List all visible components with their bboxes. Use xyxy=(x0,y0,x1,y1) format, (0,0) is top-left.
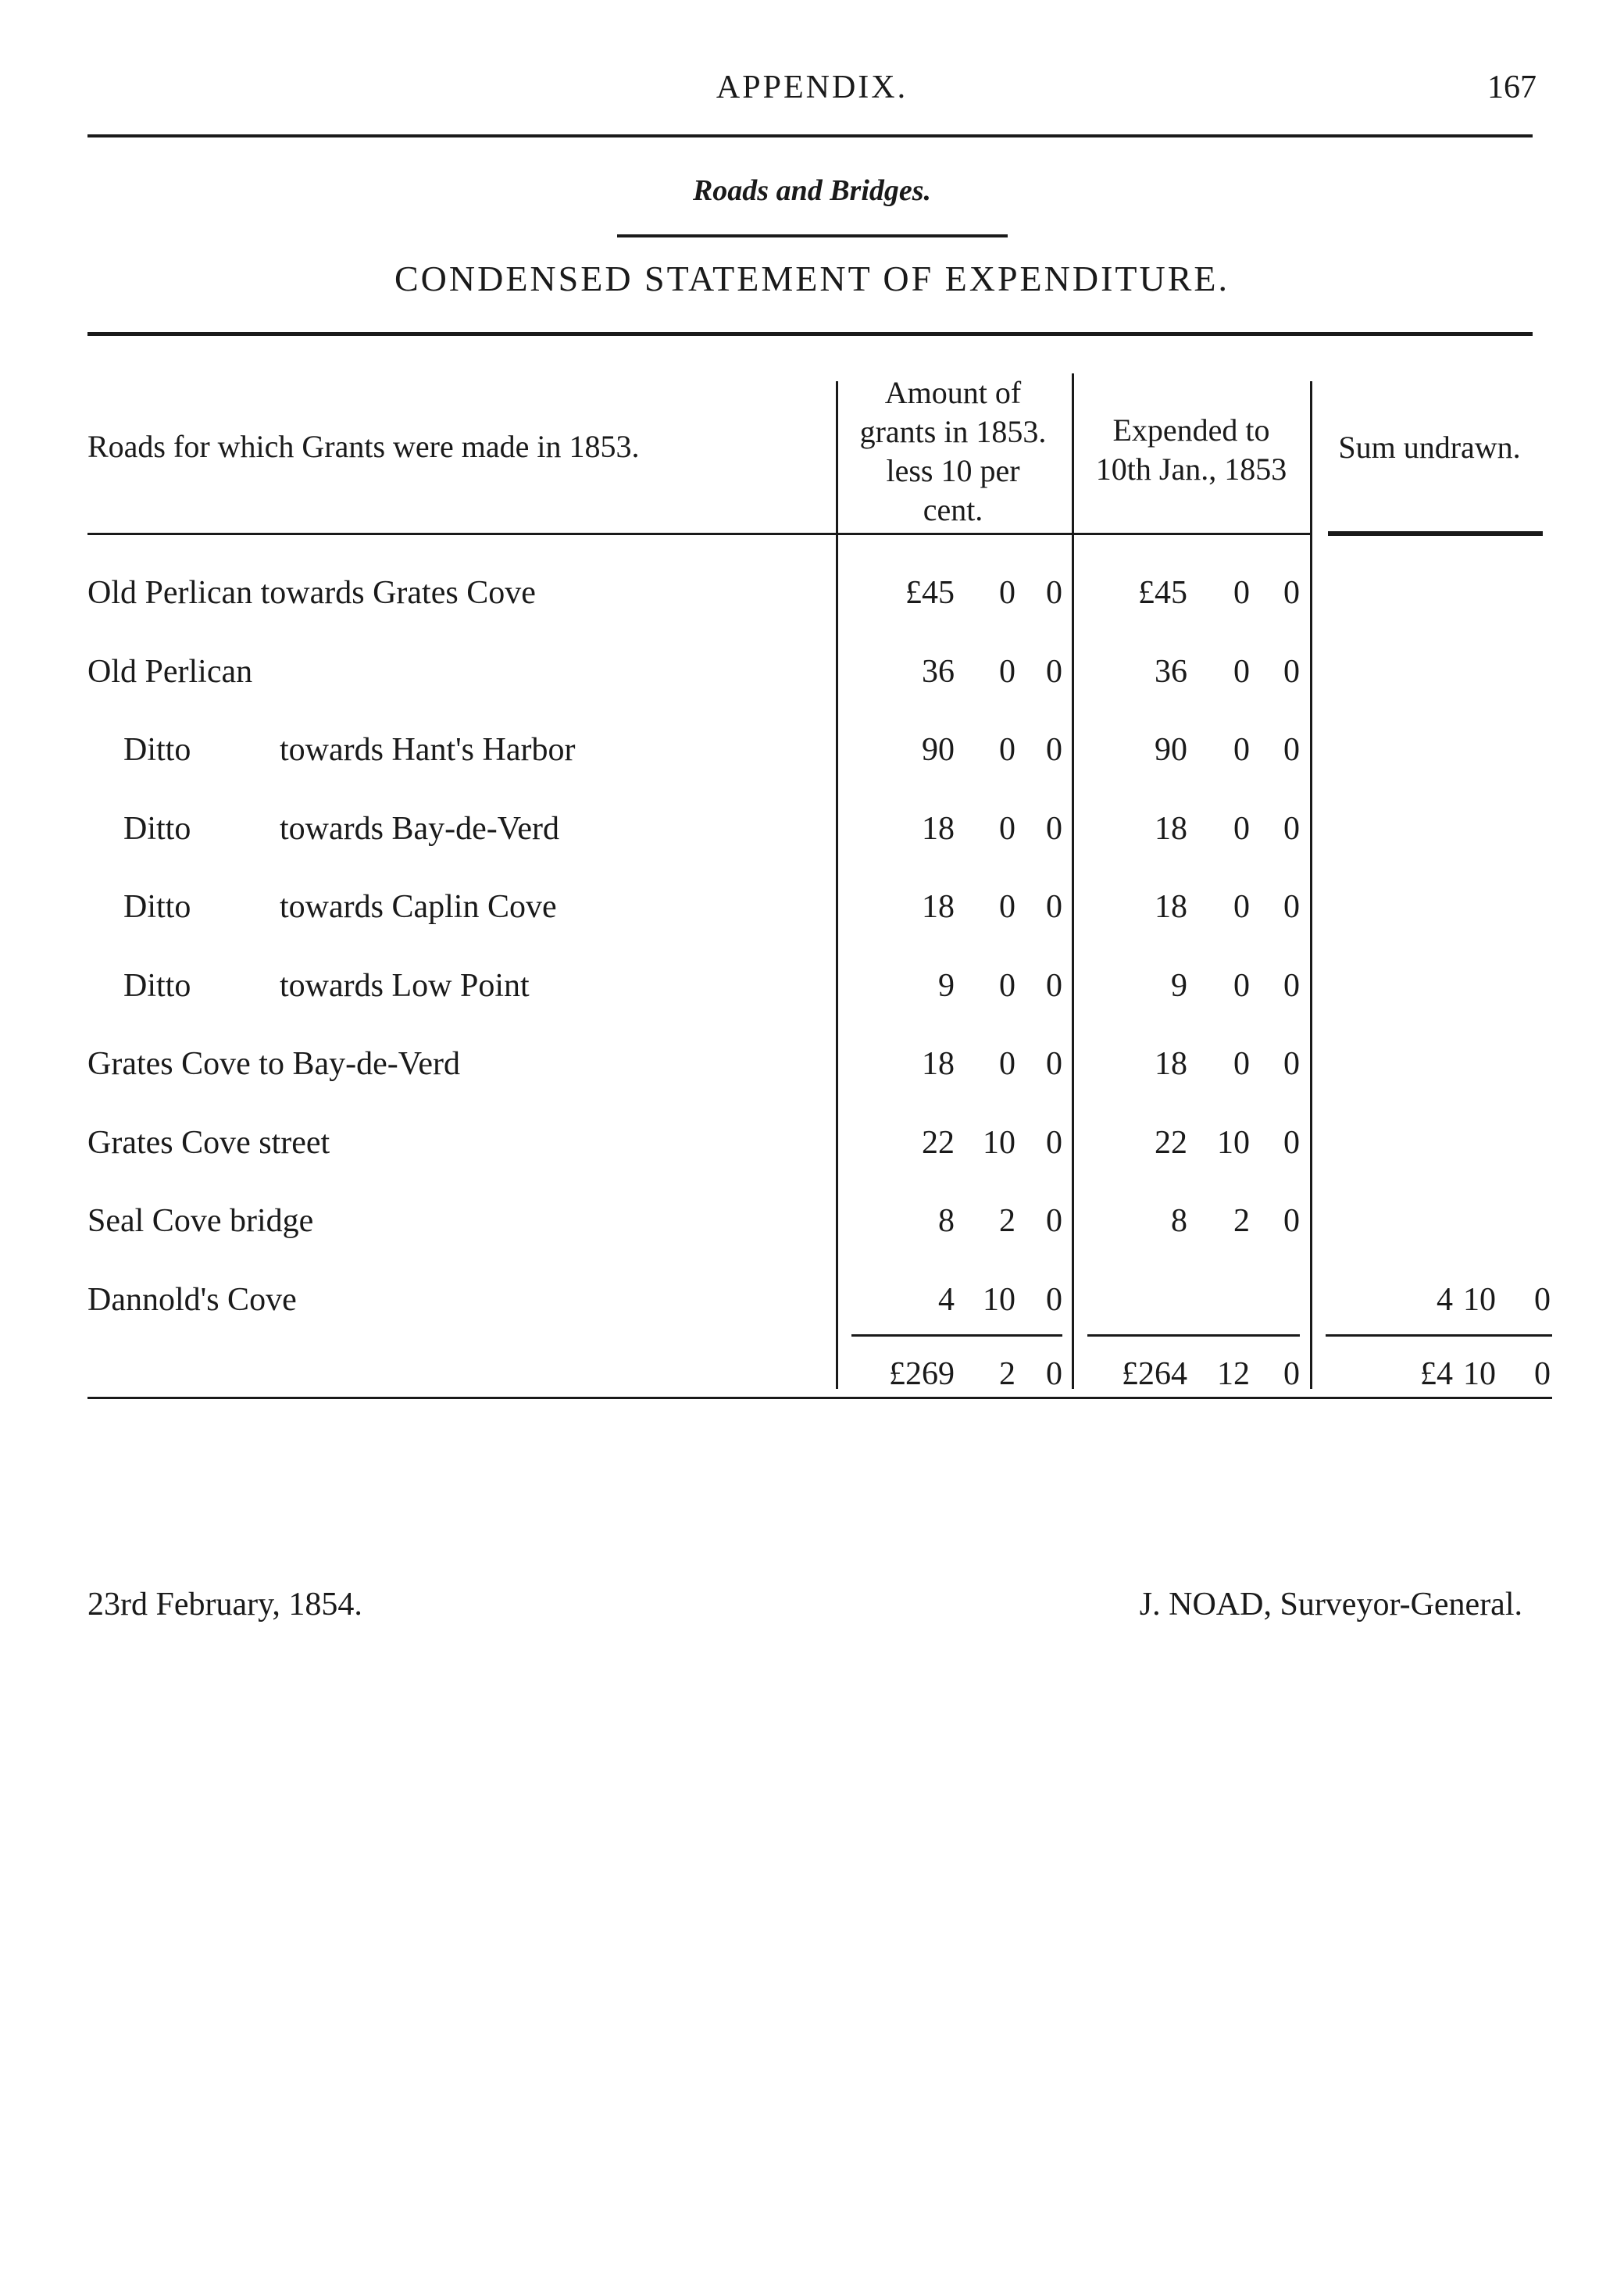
header-line: Amount of xyxy=(884,375,1022,410)
expended-pounds-cell: 36 xyxy=(1155,653,1187,690)
amount-shillings-cell: 0 xyxy=(999,1046,1015,1082)
column-divider xyxy=(836,381,838,1389)
total-expended-pounds: £264 xyxy=(1122,1356,1187,1392)
amount-shillings-cell: 0 xyxy=(999,810,1015,847)
row-detail: towards Hant's Harbor xyxy=(280,732,576,768)
expended-shillings-cell: 2 xyxy=(1233,1203,1250,1239)
total-expended-shillings: 12 xyxy=(1217,1356,1250,1392)
row-label: Ditto xyxy=(123,889,191,925)
column-header-amount xyxy=(836,373,1070,530)
expended-pounds-cell: 18 xyxy=(1155,810,1187,847)
document-date: 23rd February, 1854. xyxy=(87,1587,362,1623)
amount-pounds-cell: £45 xyxy=(905,575,955,611)
expended-shillings-cell: 0 xyxy=(1233,810,1250,847)
expended-pence-cell: 0 xyxy=(1283,889,1300,925)
header-line: Expended to xyxy=(1112,412,1270,448)
total-amount-shillings: 2 xyxy=(999,1356,1015,1392)
amount-shillings-cell: 0 xyxy=(999,575,1015,611)
amount-pence-cell: 0 xyxy=(1046,967,1062,1004)
amount-pounds-cell: 9 xyxy=(938,967,955,1004)
amount-shillings-cell: 2 xyxy=(999,1203,1015,1239)
amount-pounds-cell: 22 xyxy=(922,1124,955,1161)
column-header-expended xyxy=(1074,411,1308,489)
expended-pounds-cell: 22 xyxy=(1155,1124,1187,1161)
heading-rule xyxy=(617,234,1008,237)
column-header-roads: Roads for which Grants were made in 1853. xyxy=(87,429,640,464)
amount-pence-cell: 0 xyxy=(1046,889,1062,925)
header-line: 10th Jan., 1853 xyxy=(1095,452,1287,487)
expended-pence-cell: 0 xyxy=(1283,575,1300,611)
title-rule xyxy=(87,332,1533,336)
total-undrawn-pence: 0 xyxy=(1534,1356,1551,1392)
expended-pence-cell: 0 xyxy=(1283,653,1300,690)
page-header-title: APPENDIX. xyxy=(716,70,908,105)
totals-rule xyxy=(1087,1334,1300,1337)
totals-rule xyxy=(1326,1334,1552,1337)
amount-pounds-cell: 90 xyxy=(922,732,955,768)
amount-pounds-cell: 18 xyxy=(922,810,955,847)
amount-pounds-cell: 4 xyxy=(938,1281,955,1318)
row-label: Ditto xyxy=(123,732,191,768)
expended-shillings-cell: 0 xyxy=(1233,889,1250,925)
expended-shillings-cell: 0 xyxy=(1233,575,1250,611)
row-label: Ditto xyxy=(123,810,191,847)
total-expended-pence: 0 xyxy=(1283,1356,1300,1392)
column-divider xyxy=(1072,373,1074,1389)
header-rule xyxy=(87,134,1533,137)
header-line: less 10 per xyxy=(886,453,1020,488)
expended-shillings-cell: 0 xyxy=(1233,967,1250,1004)
amount-pence-cell: 0 xyxy=(1046,1203,1062,1239)
header-bottom-rule xyxy=(87,533,1312,535)
amount-shillings-cell: 10 xyxy=(983,1281,1015,1318)
expended-pence-cell: 0 xyxy=(1283,967,1300,1004)
amount-shillings-cell: 0 xyxy=(999,889,1015,925)
header-line: grants in 1853. xyxy=(859,414,1047,449)
expended-shillings-cell: 10 xyxy=(1217,1124,1250,1161)
row-label: Dannold's Cove xyxy=(87,1281,297,1318)
amount-pounds-cell: 36 xyxy=(922,653,955,690)
amount-shillings-cell: 0 xyxy=(999,967,1015,1004)
row-detail: towards Low Point xyxy=(280,967,530,1004)
amount-pence-cell: 0 xyxy=(1046,1281,1062,1318)
amount-pounds-cell: 18 xyxy=(922,1046,955,1082)
total-undrawn-shillings: 10 xyxy=(1463,1356,1496,1392)
expended-pounds-cell: 9 xyxy=(1171,967,1187,1004)
expended-shillings-cell: 0 xyxy=(1233,732,1250,768)
undrawn-shillings-cell: 10 xyxy=(1463,1281,1496,1318)
row-label: Seal Cove bridge xyxy=(87,1203,314,1239)
signature: J. NOAD, Surveyor-General. xyxy=(1139,1587,1522,1623)
row-label: Old Perlican xyxy=(87,653,253,690)
amount-pence-cell: 0 xyxy=(1046,1046,1062,1082)
expended-pence-cell: 0 xyxy=(1283,1124,1300,1161)
amount-pence-cell: 0 xyxy=(1046,810,1062,847)
table-bottom-rule xyxy=(87,1397,1552,1399)
expended-shillings-cell: 0 xyxy=(1233,1046,1250,1082)
column-header-undrawn: Sum undrawn. xyxy=(1338,430,1521,465)
expended-pence-cell: 0 xyxy=(1283,1046,1300,1082)
expended-pounds-cell: £45 xyxy=(1138,575,1187,611)
expended-pounds-cell: 18 xyxy=(1155,889,1187,925)
amount-pence-cell: 0 xyxy=(1046,653,1062,690)
row-detail: towards Bay-de-Verd xyxy=(280,810,560,847)
amount-pence-cell: 0 xyxy=(1046,732,1062,768)
page-number: 167 xyxy=(1487,70,1537,105)
total-undrawn-pounds: £4 xyxy=(1420,1356,1453,1392)
amount-shillings-cell: 10 xyxy=(983,1124,1015,1161)
section-heading: Roads and Bridges. xyxy=(692,174,932,207)
row-label: Old Perlican towards Grates Cove xyxy=(87,575,536,611)
expended-pounds-cell: 18 xyxy=(1155,1046,1187,1082)
expended-pence-cell: 0 xyxy=(1283,810,1300,847)
total-amount-pence: 0 xyxy=(1046,1356,1062,1392)
expended-pence-cell: 0 xyxy=(1283,1203,1300,1239)
undrawn-header-rule xyxy=(1328,531,1543,536)
document-title: CONDENSED STATEMENT OF EXPENDITURE. xyxy=(394,259,1230,298)
column-divider xyxy=(1310,381,1312,1389)
amount-shillings-cell: 0 xyxy=(999,653,1015,690)
row-label: Ditto xyxy=(123,967,191,1004)
row-detail: towards Caplin Cove xyxy=(280,889,557,925)
row-label: Grates Cove to Bay-de-Verd xyxy=(87,1046,461,1082)
header-line: cent. xyxy=(923,492,983,527)
expended-shillings-cell: 0 xyxy=(1233,653,1250,690)
amount-shillings-cell: 0 xyxy=(999,732,1015,768)
amount-pence-cell: 0 xyxy=(1046,1124,1062,1161)
undrawn-pounds-cell: 4 xyxy=(1437,1281,1453,1318)
amount-pounds-cell: 18 xyxy=(922,889,955,925)
expended-pounds-cell: 8 xyxy=(1171,1203,1187,1239)
expended-pence-cell: 0 xyxy=(1283,732,1300,768)
total-amount-pounds: £269 xyxy=(889,1356,955,1392)
totals-rule xyxy=(851,1334,1062,1337)
amount-pence-cell: 0 xyxy=(1046,575,1062,611)
expended-pounds-cell: 90 xyxy=(1155,732,1187,768)
amount-pounds-cell: 8 xyxy=(938,1203,955,1239)
undrawn-pence-cell: 0 xyxy=(1534,1281,1551,1318)
row-label: Grates Cove street xyxy=(87,1124,330,1161)
